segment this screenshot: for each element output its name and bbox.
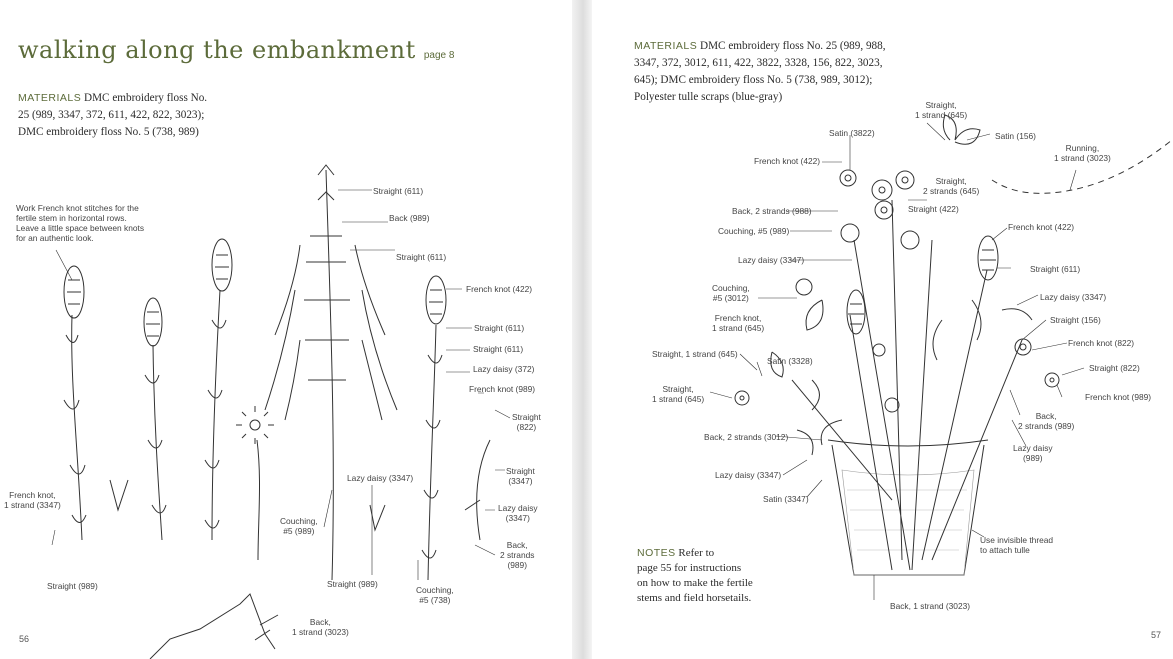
label-line: French knot, bbox=[714, 313, 762, 323]
label-line: Straight, bbox=[662, 384, 694, 394]
label-line: 1 strand (3023) bbox=[1054, 153, 1111, 163]
small-flower bbox=[236, 406, 274, 560]
label-line: (3347) bbox=[508, 476, 533, 486]
label-back-2-strands-988: Back, 2 strands (988) bbox=[732, 206, 812, 216]
label-line: 2 strands (645) bbox=[923, 186, 980, 196]
label-running-3023 bbox=[1054, 143, 1111, 163]
stitch-note bbox=[16, 203, 144, 243]
page-number: 57 bbox=[1151, 630, 1162, 640]
book-gutter bbox=[572, 0, 592, 659]
notes-line: stems and field horsetails. bbox=[637, 592, 752, 604]
flower-vase bbox=[828, 440, 988, 575]
label-french-knot-422: French knot (422) bbox=[754, 156, 821, 166]
label-straight-611: Straight (611) bbox=[373, 186, 424, 196]
label-lazy-daisy-989 bbox=[1013, 443, 1053, 463]
materials-line: 645); DMC embroidery floss No. 5 (738, 989, 3012); bbox=[634, 74, 873, 86]
notes-line: Refer to bbox=[678, 547, 715, 559]
label-couching-989: Couching, #5 (989) bbox=[718, 226, 790, 236]
label-back-1-strand-3023: Back, 1 strand (3023) bbox=[890, 601, 971, 611]
label-french-knot-989: French knot (989) bbox=[469, 384, 536, 394]
label-couching-3012 bbox=[712, 283, 750, 303]
materials-line: DMC embroidery floss No. 5 (738, 989) bbox=[18, 126, 199, 138]
lavender-spikes bbox=[847, 236, 998, 334]
label-straight-156: Straight (156) bbox=[1050, 315, 1101, 325]
materials-line: DMC embroidery floss No. 25 (989, 988, bbox=[700, 40, 886, 52]
label-line: (989) bbox=[1023, 453, 1043, 463]
label-couching-989 bbox=[280, 516, 318, 536]
notes-heading: NOTES bbox=[637, 547, 676, 559]
label-satin-3328: Satin (3328) bbox=[767, 356, 813, 366]
label-line: #5 (989) bbox=[283, 526, 315, 536]
label-line: (822) bbox=[516, 422, 537, 432]
label-line: 1 strand (645) bbox=[915, 110, 968, 120]
label-straight-822 bbox=[512, 412, 541, 432]
label-line: (3347) bbox=[505, 513, 530, 523]
label-french-knot-645 bbox=[712, 313, 764, 333]
label-lazy-daisy-3347: Lazy daisy (3347) bbox=[738, 255, 805, 265]
right-page bbox=[592, 0, 1173, 659]
notes-line: page 55 for instructions bbox=[637, 562, 742, 574]
label-line: Use invisible thread bbox=[980, 535, 1054, 545]
label-satin-3347: Satin (3347) bbox=[763, 494, 809, 504]
label-back-2-strands-989 bbox=[500, 540, 534, 570]
label-lazy-daisy-3347: Lazy daisy (3347) bbox=[1040, 292, 1107, 302]
label-lazy-daisy-3347: Lazy daisy (3347) bbox=[347, 473, 414, 483]
label-straight-2-strands-645 bbox=[923, 176, 979, 196]
note-line: for an authentic look. bbox=[16, 233, 94, 243]
label-line: 1 strand (645) bbox=[652, 394, 705, 404]
page-title bbox=[18, 36, 454, 64]
label-line: Back, bbox=[506, 540, 528, 550]
label-straight-989: Straight (989) bbox=[47, 581, 98, 591]
fertile-stem-4 bbox=[422, 276, 446, 580]
label-line: 1 strand (3023) bbox=[292, 627, 349, 637]
left-materials bbox=[18, 90, 207, 141]
label-line: Lazy daisy bbox=[1013, 443, 1053, 453]
label-line: Couching, bbox=[712, 283, 750, 293]
label-line: 1 strand (645) bbox=[712, 323, 765, 333]
note-line: Work French knot stitches for the bbox=[16, 203, 139, 213]
label-line: Straight bbox=[506, 466, 535, 476]
label-straight-611: Straight (611) bbox=[474, 323, 525, 333]
label-line: Lazy daisy bbox=[498, 503, 538, 513]
note-line: Leave a little space between knots bbox=[16, 223, 145, 233]
label-line: French knot, bbox=[9, 490, 56, 500]
label-line: Back, bbox=[1035, 411, 1057, 421]
label-lazy-daisy-372: Lazy daisy (372) bbox=[473, 364, 535, 374]
right-materials bbox=[634, 38, 886, 106]
materials-line: DMC embroidery floss No. bbox=[84, 92, 208, 104]
label-line: 1 strand (3347) bbox=[4, 500, 61, 510]
label-line: Straight, bbox=[935, 176, 967, 186]
materials-line: 25 (989, 3347, 372, 611, 422, 822, 3023); bbox=[18, 109, 205, 121]
leaves bbox=[771, 300, 1032, 455]
label-lazy-daisy-3347 bbox=[498, 503, 538, 523]
fertile-stem-3 bbox=[205, 239, 232, 540]
label-tulle-note bbox=[980, 535, 1053, 555]
label-satin-156: Satin (156) bbox=[995, 131, 1036, 141]
label-straight-822: Straight (822) bbox=[1089, 363, 1140, 373]
note-line: fertile stem in horizontal rows. bbox=[16, 213, 127, 223]
label-line: Couching, bbox=[416, 585, 454, 595]
label-lazy-daisy-3347: Lazy daisy (3347) bbox=[715, 470, 782, 480]
label-line: to attach tulle bbox=[980, 545, 1030, 555]
label-line: Running, bbox=[1065, 143, 1100, 153]
label-line: Back, bbox=[309, 617, 331, 627]
label-line: #5 (3012) bbox=[712, 293, 749, 303]
label-line: 2 strands (989) bbox=[1018, 421, 1075, 431]
label-straight-611: Straight (611) bbox=[1030, 264, 1081, 274]
label-french-knot-422: French knot (422) bbox=[1008, 222, 1075, 232]
label-french-knot-989: French knot (989) bbox=[1085, 392, 1152, 402]
label-back-3023 bbox=[292, 617, 349, 637]
page-number: 56 bbox=[19, 634, 30, 644]
label-french-knot-3347 bbox=[4, 490, 61, 510]
label-back-989: Back (989) bbox=[389, 213, 430, 223]
label-line: Couching, bbox=[280, 516, 318, 526]
label-line: Straight, bbox=[925, 100, 957, 110]
label-couching-738 bbox=[416, 585, 454, 605]
bouquet-stems bbox=[792, 200, 1022, 570]
label-straight-611: Straight (611) bbox=[473, 344, 524, 354]
label-french-knot-422: French knot (422) bbox=[466, 284, 533, 294]
notes-line: on how to make the fertile bbox=[637, 577, 753, 589]
materials-heading: MATERIALS bbox=[634, 40, 698, 52]
materials-line: Polyester tulle scraps (blue-gray) bbox=[634, 91, 783, 103]
label-straight-422: Straight (422) bbox=[908, 204, 959, 214]
label-line: 2 strands bbox=[500, 550, 535, 560]
bottom-partial-drawing bbox=[150, 594, 278, 659]
fertile-stem-2 bbox=[144, 298, 166, 540]
label-straight-989: Straight (989) bbox=[327, 579, 378, 589]
label-line: Straight bbox=[512, 412, 541, 422]
left-page bbox=[0, 0, 572, 659]
label-back-2-strands-989 bbox=[1018, 411, 1074, 431]
fertile-stem-1 bbox=[64, 266, 86, 540]
label-line: (989) bbox=[507, 560, 527, 570]
title-page-ref: page 8 bbox=[423, 50, 455, 61]
title-text: walking along the embankment bbox=[18, 36, 416, 64]
label-straight-611: Straight (611) bbox=[396, 252, 447, 262]
notes-block bbox=[637, 546, 753, 606]
materials-heading: MATERIALS bbox=[18, 92, 82, 104]
label-back-2-strands-3012: Back, 2 strands (3012) bbox=[704, 432, 789, 442]
label-straight-3347 bbox=[506, 466, 535, 486]
label-french-knot-822: French knot (822) bbox=[1068, 338, 1135, 348]
label-straight-1-strand-645: Straight, 1 strand (645) bbox=[652, 349, 738, 359]
label-satin-3822: Satin (3822) bbox=[829, 128, 875, 138]
materials-line: 3347, 372, 3012, 611, 422, 3822, 3328, 156, 822, 3023, bbox=[634, 57, 883, 69]
label-straight-645-b bbox=[652, 384, 704, 404]
label-line: #5 (738) bbox=[419, 595, 451, 605]
label-straight-645 bbox=[915, 100, 967, 120]
